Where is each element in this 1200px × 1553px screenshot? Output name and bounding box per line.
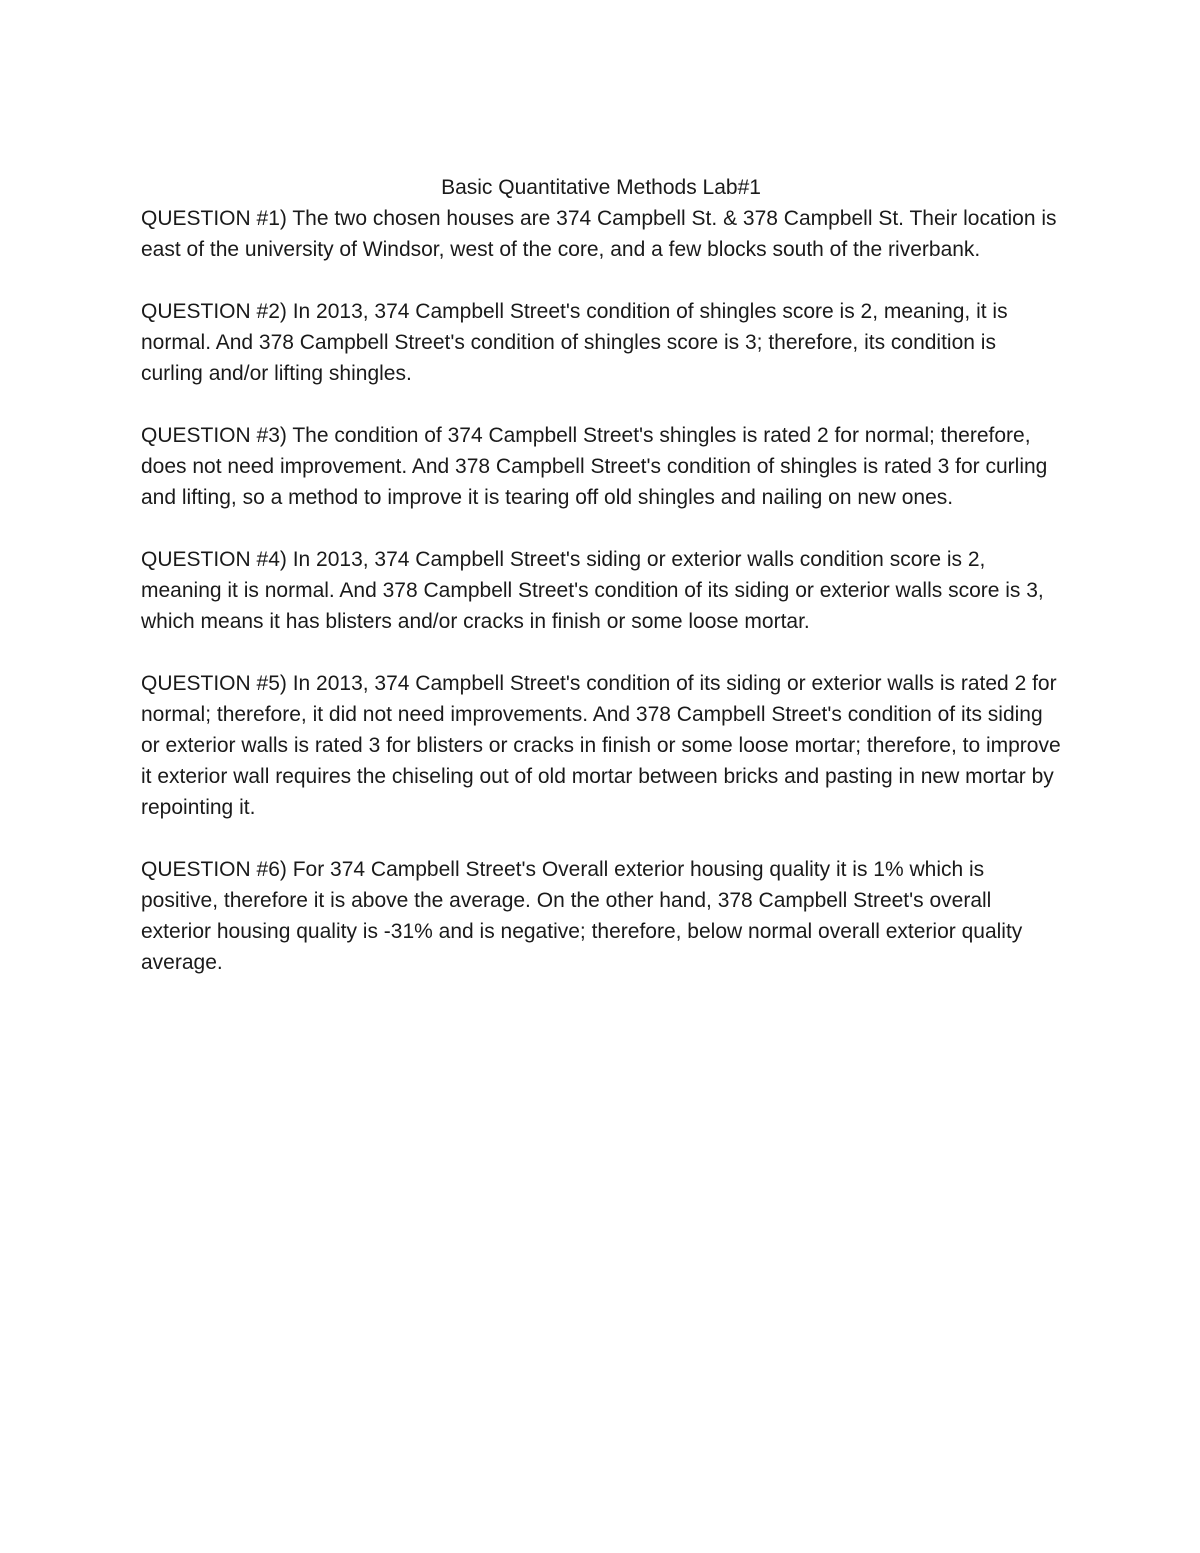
question-3-paragraph: QUESTION #3) The condition of 374 Campbell Street's shingles is rated 2 for normal; therefore, does not need improvement. And 378 Campbell Street's condition of shingles is rated 3 for curling and lifting, so a method to improve it is tearing off old shingles and nailing on new ones. bbox=[141, 424, 1048, 509]
question-1-paragraph: QUESTION #1) The two chosen houses are 374 Campbell St. & 378 Campbell St. Their location is east of the university of Windsor, west of the core, and a few blocks south of the riverbank. bbox=[141, 207, 1057, 261]
document-title: Basic Quantitative Methods Lab#1 bbox=[441, 176, 761, 199]
question-2-paragraph: QUESTION #2) In 2013, 374 Campbell Street's condition of shingles score is 2, meaning, it is normal. And 378 Campbell Street's condition of shingles score is 3; therefore, its condition is curling and/or lifting shingles. bbox=[141, 300, 1008, 385]
question-6-paragraph: QUESTION #6) For 374 Campbell Street's Overall exterior housing quality it is 1% which is positive, therefore it is above the average. On the other hand, 378 Campbell Street's overall exterior housing quality is -31% and is negative; therefore, below normal overall exterior quality average. bbox=[141, 858, 1023, 974]
document-body bbox=[141, 172, 1061, 1009]
question-5-paragraph: QUESTION #5) In 2013, 374 Campbell Street's condition of its siding or exterior walls is rated 2 for normal; therefore, it did not need improvements. And 378 Campbell Street's condition of its siding or exterior walls is rated 3 for blisters or cracks in finish or some loose mortar; therefore, to improve it exterior wall requires the chiseling out of old mortar between bricks and pasting in new mortar by repointing it. bbox=[141, 672, 1061, 819]
question-4-paragraph: QUESTION #4) In 2013, 374 Campbell Street's siding or exterior walls condition score is 2, meaning it is normal. And 378 Campbell Street's condition of its siding or exterior walls score is 3, which means it has blisters and/or cracks in finish or some loose mortar. bbox=[141, 548, 1044, 633]
